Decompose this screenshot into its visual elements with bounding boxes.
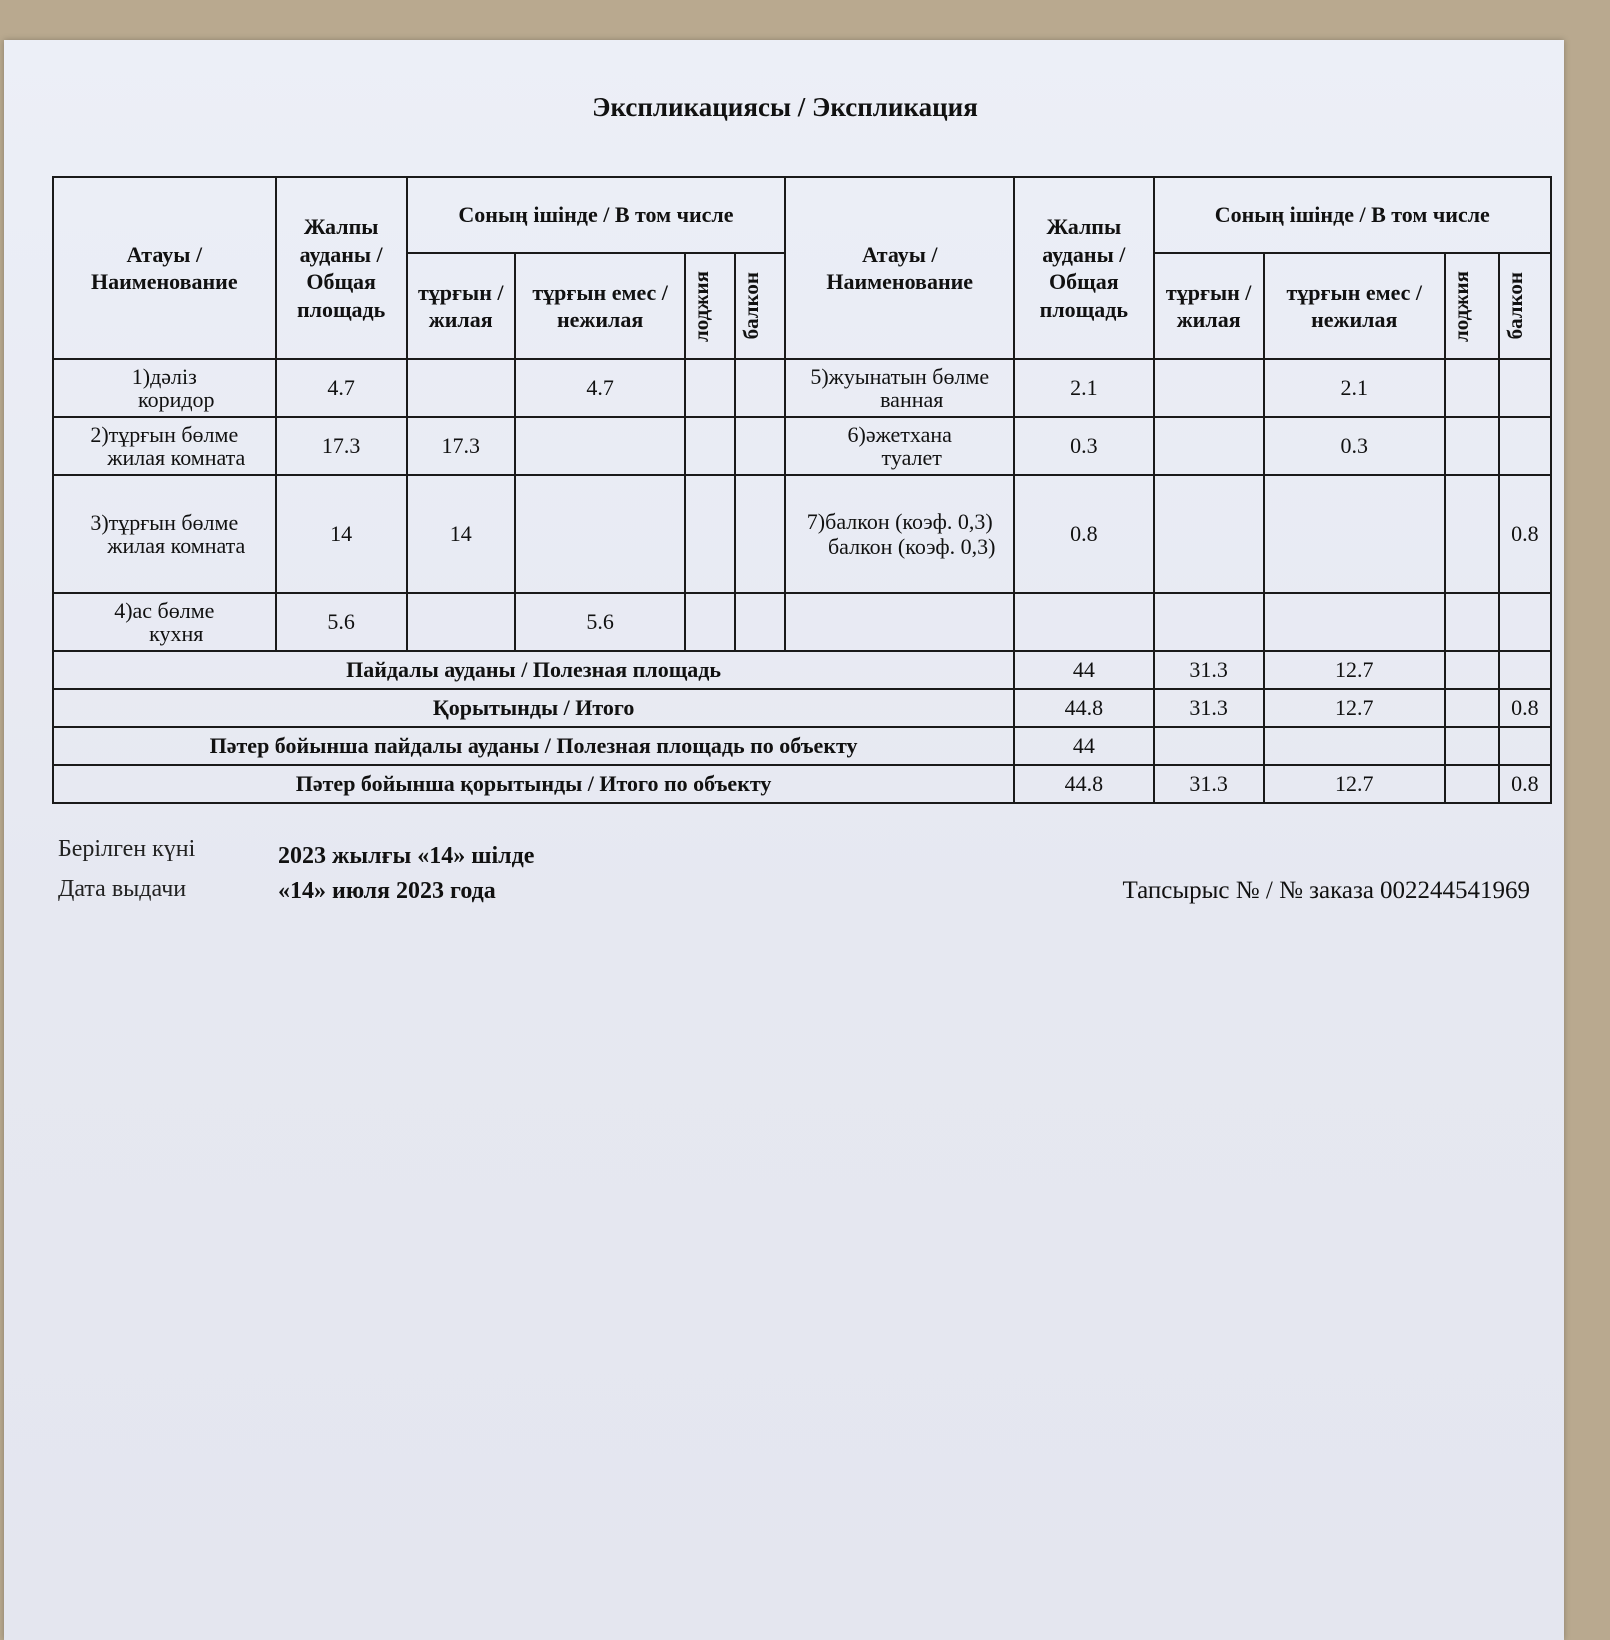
col-header-name-right: Атауы / Наименование — [785, 177, 1014, 359]
summary-living — [1154, 727, 1264, 765]
issued-date-kz-label: Берілген күні — [58, 836, 196, 862]
loggia-area-cell — [685, 417, 735, 475]
living-area-cell: 14 — [407, 475, 515, 593]
balcony-area-cell — [735, 593, 785, 651]
room-name-cell — [53, 475, 276, 593]
table-row — [53, 593, 1551, 651]
room-name-kz: 3)тұрғын бөлме — [90, 509, 239, 535]
summary-label: Пәтер бойынша қорытынды / Итого по объекту — [53, 765, 1014, 803]
room-name-cell — [53, 359, 276, 417]
room-name-cell — [53, 417, 276, 475]
summary-living: 31.3 — [1154, 765, 1264, 803]
summary-total: 44 — [1014, 727, 1153, 765]
nonliving-area-cell: 5.6 — [515, 593, 686, 651]
room-name-kz: 1)дәліз — [131, 363, 197, 389]
total-area-cell: 14 — [276, 475, 407, 593]
summary-living: 31.3 — [1154, 689, 1264, 727]
summary-label: Пайдалы ауданы / Полезная площадь — [53, 651, 1014, 689]
balcony-area-cell — [1499, 417, 1551, 475]
total-area-cell: 2.1 — [1014, 359, 1153, 417]
document-title: Экспликациясы / Экспликация — [592, 92, 978, 122]
issued-date-ru-label: Дата выдачи — [58, 876, 187, 902]
room-name-kz: 2)тұрғын бөлме — [90, 421, 239, 447]
table-row — [53, 475, 1551, 593]
living-area-cell — [1154, 359, 1264, 417]
living-area-cell — [407, 593, 515, 651]
order-number: 002244541969 — [1380, 877, 1530, 904]
table-row — [53, 417, 1551, 475]
living-area-cell — [1154, 475, 1264, 593]
balcony-area-cell — [735, 475, 785, 593]
total-area-cell: 0.3 — [1014, 417, 1153, 475]
room-name-kz: 7)балкон (коэф. 0,3) — [806, 508, 993, 534]
nonliving-area-cell: 0.3 — [1264, 417, 1445, 475]
summary-row-object-total — [53, 765, 1551, 803]
balcony-area-cell — [1499, 359, 1551, 417]
total-area-cell: 4.7 — [276, 359, 407, 417]
col-header-including-right: Соның ішінде / В том числе — [1154, 177, 1551, 253]
balcony-area-cell — [735, 417, 785, 475]
issued-date-ru-value: «14» июля 2023 года — [278, 878, 496, 904]
room-name-ru: жилая комната — [107, 533, 246, 558]
summary-balcony — [1499, 651, 1551, 689]
col-header-balcony-right: балкон — [1502, 272, 1527, 340]
living-area-cell — [1154, 417, 1264, 475]
loggia-area-cell — [1445, 475, 1499, 593]
room-name-cell — [785, 593, 1014, 651]
order-number-line — [1122, 877, 1530, 905]
loggia-area-cell — [1445, 359, 1499, 417]
summary-nonliving — [1264, 727, 1445, 765]
nonliving-area-cell — [515, 417, 686, 475]
col-header-loggia-left: лоджия — [689, 270, 714, 342]
room-name-kz: 4)ас бөлме — [114, 597, 215, 623]
room-name-ru: ванная — [880, 387, 944, 412]
room-name-ru: коридор — [138, 387, 215, 412]
summary-balcony — [1499, 727, 1551, 765]
living-area-cell — [407, 359, 515, 417]
room-name-kz: 5)жуынатын бөлме — [810, 363, 990, 389]
loggia-area-cell — [1445, 593, 1499, 651]
col-header-living-right: тұрғын / жилая — [1154, 253, 1264, 359]
col-header-living-left: тұрғын / жилая — [407, 253, 515, 359]
loggia-area-cell — [685, 593, 735, 651]
living-area-cell: 17.3 — [407, 417, 515, 475]
total-area-cell — [1014, 593, 1153, 651]
total-area-cell: 0.8 — [1014, 475, 1153, 593]
summary-loggia — [1445, 689, 1499, 727]
summary-loggia — [1445, 727, 1499, 765]
room-name-cell — [785, 359, 1014, 417]
col-header-balcony-left: балкон — [739, 272, 764, 340]
total-area-cell: 17.3 — [276, 417, 407, 475]
summary-row-useful — [53, 651, 1551, 689]
room-name-ru: балкон (коэф. 0,3) — [827, 534, 996, 559]
col-header-including-left: Соның ішінде / В том числе — [407, 177, 786, 253]
summary-total: 44.8 — [1014, 689, 1153, 727]
nonliving-area-cell: 2.1 — [1264, 359, 1445, 417]
nonliving-area-cell — [1264, 475, 1445, 593]
table-row — [53, 359, 1551, 417]
summary-loggia — [1445, 651, 1499, 689]
balcony-area-cell — [735, 359, 785, 417]
summary-row-total — [53, 689, 1551, 727]
nonliving-area-cell — [515, 475, 686, 593]
living-area-cell — [1154, 593, 1264, 651]
room-name-cell — [785, 417, 1014, 475]
room-name-ru: кухня — [149, 621, 204, 646]
nonliving-area-cell: 4.7 — [515, 359, 686, 417]
room-name-ru: жилая комната — [107, 445, 246, 470]
room-name-ru: туалет — [881, 445, 942, 470]
summary-living: 31.3 — [1154, 651, 1264, 689]
balcony-area-cell — [1499, 593, 1551, 651]
col-header-nonliving-right: тұрғын емес / нежилая — [1264, 253, 1445, 359]
summary-total: 44 — [1014, 651, 1153, 689]
room-name-kz: 6)әжетхана — [847, 421, 952, 447]
summary-total: 44.8 — [1014, 765, 1153, 803]
col-header-loggia-right: лоджия — [1448, 270, 1473, 342]
summary-nonliving: 12.7 — [1264, 689, 1445, 727]
summary-loggia — [1445, 765, 1499, 803]
col-header-nonliving-left: тұрғын емес / нежилая — [515, 253, 686, 359]
summary-balcony: 0.8 — [1499, 689, 1551, 727]
loggia-area-cell — [685, 359, 735, 417]
loggia-area-cell — [1445, 417, 1499, 475]
room-name-cell — [785, 475, 1014, 593]
explication-table — [52, 176, 1552, 804]
summary-nonliving: 12.7 — [1264, 651, 1445, 689]
summary-row-object-useful — [53, 727, 1551, 765]
col-header-total-right: Жалпы ауданы / Общая площадь — [1014, 177, 1153, 359]
room-name-cell — [53, 593, 276, 651]
col-header-name-left: Атауы / Наименование — [53, 177, 276, 359]
col-header-total-left: Жалпы ауданы / Общая площадь — [276, 177, 407, 359]
nonliving-area-cell — [1264, 593, 1445, 651]
order-label: Тапсырыс № / № заказа — [1122, 877, 1374, 904]
summary-label: Қорытынды / Итого — [53, 689, 1014, 727]
summary-nonliving: 12.7 — [1264, 765, 1445, 803]
summary-balcony: 0.8 — [1499, 765, 1551, 803]
total-area-cell: 5.6 — [276, 593, 407, 651]
issued-date-kz-value: 2023 жылғы «14» шілде — [278, 843, 535, 869]
balcony-area-cell: 0.8 — [1499, 475, 1551, 593]
loggia-area-cell — [685, 475, 735, 593]
summary-label: Пәтер бойынша пайдалы ауданы / Полезная площадь по объекту — [53, 727, 1014, 765]
